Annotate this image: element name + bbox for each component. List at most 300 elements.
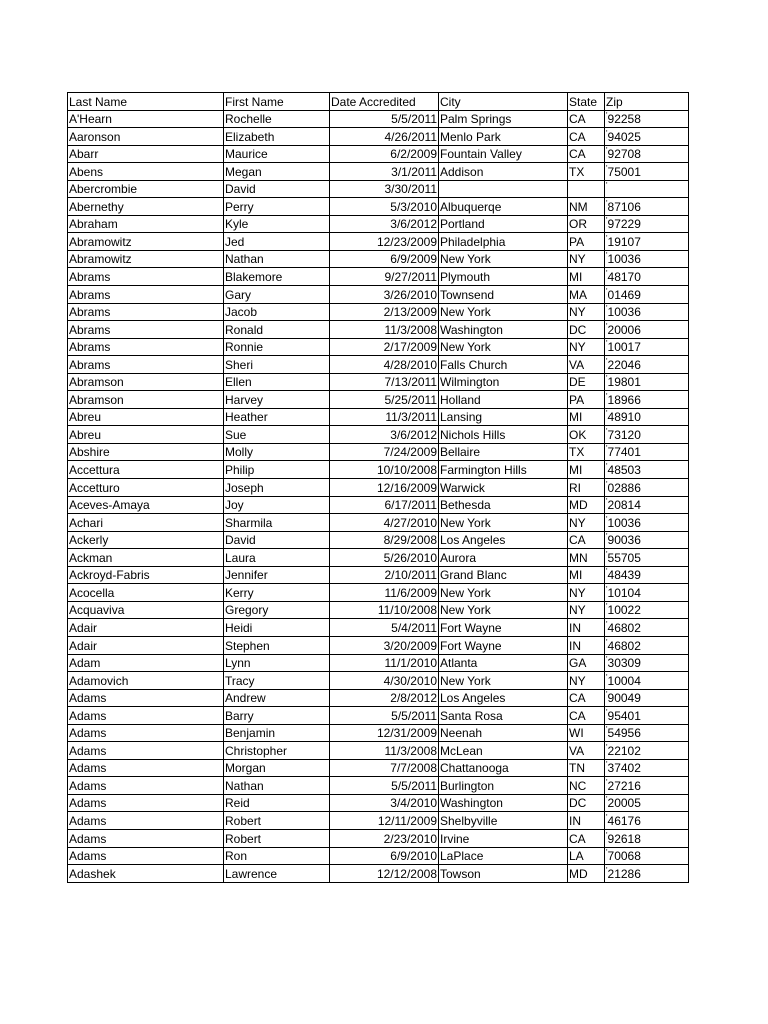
header-city: City bbox=[439, 93, 568, 111]
cell-first-name: Jacob bbox=[224, 303, 330, 321]
cell-first-name: Kyle bbox=[224, 215, 330, 233]
cell-first-name: Andrew bbox=[224, 689, 330, 707]
cell-first-name: Lynn bbox=[224, 654, 330, 672]
cell-last-name: Acquaviva bbox=[68, 601, 224, 619]
cell-date-accredited: 5/3/2010 bbox=[330, 198, 439, 216]
header-zip: Zip bbox=[605, 93, 689, 111]
cell-last-name: Adams bbox=[68, 794, 224, 812]
table-row bbox=[68, 584, 689, 602]
cell-zip bbox=[605, 215, 689, 233]
cell-last-name: Ackroyd-Fabris bbox=[68, 566, 224, 584]
cell-zip bbox=[605, 724, 689, 742]
zip-text-prefix: ' bbox=[606, 163, 608, 173]
cell-date-accredited: 2/8/2012 bbox=[330, 689, 439, 707]
zip-value: 30309 bbox=[607, 656, 641, 671]
cell-zip bbox=[605, 601, 689, 619]
cell-first-name: Philip bbox=[224, 461, 330, 479]
cell-date-accredited: 11/6/2009 bbox=[330, 584, 439, 602]
cell-zip bbox=[605, 145, 689, 163]
cell-first-name: Blakemore bbox=[224, 268, 330, 286]
cell-city: Los Angeles bbox=[439, 531, 568, 549]
cell-city: New York bbox=[439, 601, 568, 619]
zip-value: 54956 bbox=[607, 726, 641, 741]
zip-value: 37402 bbox=[607, 761, 641, 776]
cell-city: Holland bbox=[439, 391, 568, 409]
zip-value: 97229 bbox=[607, 217, 641, 232]
cell-last-name: Abramson bbox=[68, 373, 224, 391]
zip-text-prefix: ' bbox=[606, 269, 608, 279]
zip-text-prefix: ' bbox=[606, 233, 608, 243]
cell-first-name: Heidi bbox=[224, 619, 330, 637]
cell-last-name: Adams bbox=[68, 689, 224, 707]
zip-text-prefix: ' bbox=[606, 497, 608, 507]
cell-city: Washington bbox=[439, 794, 568, 812]
cell-last-name: Abshire bbox=[68, 443, 224, 461]
cell-state: NY bbox=[568, 303, 605, 321]
cell-state: TN bbox=[568, 759, 605, 777]
zip-value: 48503 bbox=[607, 463, 641, 478]
cell-date-accredited: 7/13/2011 bbox=[330, 373, 439, 391]
cell-zip bbox=[605, 338, 689, 356]
cell-state: MA bbox=[568, 286, 605, 304]
cell-last-name: A'Hearn bbox=[68, 110, 224, 128]
zip-value: 10036 bbox=[607, 252, 641, 267]
cell-last-name: Adams bbox=[68, 707, 224, 725]
cell-zip bbox=[605, 233, 689, 251]
cell-first-name: Morgan bbox=[224, 759, 330, 777]
cell-zip bbox=[605, 286, 689, 304]
cell-first-name: Megan bbox=[224, 163, 330, 181]
zip-value: 75001 bbox=[607, 164, 641, 179]
cell-zip bbox=[605, 689, 689, 707]
table-row bbox=[68, 373, 689, 391]
cell-city: Nichols Hills bbox=[439, 426, 568, 444]
zip-text-prefix: ' bbox=[606, 479, 608, 489]
cell-last-name: Abarr bbox=[68, 145, 224, 163]
zip-value: 20006 bbox=[607, 322, 641, 337]
cell-city: Albuquerqe bbox=[439, 198, 568, 216]
table-row bbox=[68, 198, 689, 216]
zip-value: 01469 bbox=[607, 287, 641, 302]
zip-value: 10017 bbox=[607, 340, 641, 355]
zip-value: 22046 bbox=[607, 357, 641, 372]
zip-value: 48170 bbox=[607, 270, 641, 285]
cell-state: PA bbox=[568, 233, 605, 251]
zip-text-prefix: ' bbox=[606, 391, 608, 401]
zip-value: 46176 bbox=[607, 813, 641, 828]
cell-state: DE bbox=[568, 373, 605, 391]
cell-last-name: Ackman bbox=[68, 549, 224, 567]
cell-city: Bellaire bbox=[439, 443, 568, 461]
zip-text-prefix: ' bbox=[606, 356, 608, 366]
table-row bbox=[68, 321, 689, 339]
cell-date-accredited: 5/5/2011 bbox=[330, 110, 439, 128]
cell-state: NY bbox=[568, 250, 605, 268]
cell-zip bbox=[605, 163, 689, 181]
cell-last-name: Abreu bbox=[68, 408, 224, 426]
cell-last-name: Acocella bbox=[68, 584, 224, 602]
zip-text-prefix: ' bbox=[606, 146, 608, 156]
cell-state: CA bbox=[568, 110, 605, 128]
cell-date-accredited: 3/6/2012 bbox=[330, 426, 439, 444]
table-row bbox=[68, 847, 689, 865]
table-row bbox=[68, 777, 689, 795]
cell-last-name: Adam bbox=[68, 654, 224, 672]
cell-first-name: Ronald bbox=[224, 321, 330, 339]
zip-text-prefix: ' bbox=[606, 462, 608, 472]
table-row bbox=[68, 268, 689, 286]
cell-city: Farmington Hills bbox=[439, 461, 568, 479]
cell-zip bbox=[605, 461, 689, 479]
header-row bbox=[68, 93, 689, 111]
cell-date-accredited: 11/3/2011 bbox=[330, 408, 439, 426]
cell-state: GA bbox=[568, 654, 605, 672]
zip-text-prefix: ' bbox=[606, 532, 608, 542]
zip-text-prefix: ' bbox=[606, 655, 608, 665]
table-row bbox=[68, 479, 689, 497]
zip-text-prefix: ' bbox=[606, 584, 608, 594]
cell-date-accredited: 3/6/2012 bbox=[330, 215, 439, 233]
cell-last-name: Abraham bbox=[68, 215, 224, 233]
cell-first-name: Robert bbox=[224, 812, 330, 830]
cell-date-accredited: 7/7/2008 bbox=[330, 759, 439, 777]
cell-zip bbox=[605, 479, 689, 497]
cell-date-accredited: 4/28/2010 bbox=[330, 356, 439, 374]
cell-last-name: Abrams bbox=[68, 356, 224, 374]
zip-text-prefix: ' bbox=[606, 619, 608, 629]
cell-first-name: Jennifer bbox=[224, 566, 330, 584]
zip-value: 10022 bbox=[607, 603, 641, 618]
cell-zip bbox=[605, 794, 689, 812]
cell-date-accredited: 2/13/2009 bbox=[330, 303, 439, 321]
cell-first-name: Sheri bbox=[224, 356, 330, 374]
cell-state: CA bbox=[568, 829, 605, 847]
cell-last-name: Achari bbox=[68, 514, 224, 532]
zip-text-prefix: ' bbox=[606, 777, 608, 787]
cell-zip bbox=[605, 549, 689, 567]
cell-date-accredited: 8/29/2008 bbox=[330, 531, 439, 549]
cell-last-name: Abrams bbox=[68, 268, 224, 286]
zip-value: 21286 bbox=[607, 866, 641, 881]
cell-city: LaPlace bbox=[439, 847, 568, 865]
cell-city bbox=[439, 180, 568, 198]
cell-first-name: Barry bbox=[224, 707, 330, 725]
cell-city: Bethesda bbox=[439, 496, 568, 514]
cell-state: NY bbox=[568, 584, 605, 602]
cell-first-name: Maurice bbox=[224, 145, 330, 163]
table-row bbox=[68, 286, 689, 304]
cell-date-accredited: 3/1/2011 bbox=[330, 163, 439, 181]
cell-last-name: Abernethy bbox=[68, 198, 224, 216]
table-row bbox=[68, 742, 689, 760]
table-row bbox=[68, 233, 689, 251]
zip-value: 87106 bbox=[607, 199, 641, 214]
table-row bbox=[68, 496, 689, 514]
cell-date-accredited: 10/10/2008 bbox=[330, 461, 439, 479]
cell-last-name: Adams bbox=[68, 847, 224, 865]
cell-city: New York bbox=[439, 514, 568, 532]
cell-date-accredited: 11/1/2010 bbox=[330, 654, 439, 672]
zip-text-prefix: ' bbox=[606, 602, 608, 612]
cell-first-name: Lawrence bbox=[224, 865, 330, 883]
zip-text-prefix: ' bbox=[606, 865, 608, 875]
table-row bbox=[68, 110, 689, 128]
cell-zip bbox=[605, 619, 689, 637]
cell-zip bbox=[605, 303, 689, 321]
zip-value: 73120 bbox=[607, 427, 641, 442]
cell-state: CA bbox=[568, 689, 605, 707]
cell-last-name: Adams bbox=[68, 759, 224, 777]
zip-text-prefix: ' bbox=[606, 514, 608, 524]
zip-value: 10036 bbox=[607, 305, 641, 320]
cell-zip bbox=[605, 654, 689, 672]
cell-state: CA bbox=[568, 531, 605, 549]
zip-text-prefix: ' bbox=[606, 409, 608, 419]
cell-date-accredited: 5/26/2010 bbox=[330, 549, 439, 567]
cell-date-accredited: 12/11/2009 bbox=[330, 812, 439, 830]
cell-city: Wilmington bbox=[439, 373, 568, 391]
zip-text-prefix: ' bbox=[606, 567, 608, 577]
cell-first-name: Ronnie bbox=[224, 338, 330, 356]
zip-text-prefix: ' bbox=[606, 848, 608, 858]
cell-first-name: Sharmila bbox=[224, 514, 330, 532]
cell-state: TX bbox=[568, 163, 605, 181]
cell-last-name: Adams bbox=[68, 829, 224, 847]
cell-date-accredited: 4/27/2010 bbox=[330, 514, 439, 532]
cell-first-name: Gregory bbox=[224, 601, 330, 619]
cell-city: Palm Springs bbox=[439, 110, 568, 128]
table-row bbox=[68, 829, 689, 847]
cell-first-name: Elizabeth bbox=[224, 128, 330, 146]
zip-text-prefix: ' bbox=[606, 128, 608, 138]
cell-date-accredited: 9/27/2011 bbox=[330, 268, 439, 286]
table-row bbox=[68, 391, 689, 409]
cell-date-accredited: 5/5/2011 bbox=[330, 707, 439, 725]
cell-city: Fort Wayne bbox=[439, 619, 568, 637]
table-row bbox=[68, 303, 689, 321]
cell-city: Philadelphia bbox=[439, 233, 568, 251]
zip-value: 10036 bbox=[607, 515, 641, 530]
table-row bbox=[68, 654, 689, 672]
cell-date-accredited: 11/3/2008 bbox=[330, 742, 439, 760]
table-row bbox=[68, 759, 689, 777]
cell-state: MI bbox=[568, 566, 605, 584]
table-row bbox=[68, 672, 689, 690]
cell-state: NC bbox=[568, 777, 605, 795]
cell-last-name: Abrams bbox=[68, 286, 224, 304]
cell-zip bbox=[605, 268, 689, 286]
cell-first-name: Harvey bbox=[224, 391, 330, 409]
cell-city: Los Angeles bbox=[439, 689, 568, 707]
cell-date-accredited: 5/25/2011 bbox=[330, 391, 439, 409]
cell-date-accredited: 2/10/2011 bbox=[330, 566, 439, 584]
table-row bbox=[68, 531, 689, 549]
zip-value: 70068 bbox=[607, 849, 641, 864]
cell-last-name: Abrams bbox=[68, 303, 224, 321]
table-row bbox=[68, 443, 689, 461]
cell-first-name: Ron bbox=[224, 847, 330, 865]
cell-state: NY bbox=[568, 601, 605, 619]
zip-value: 46802 bbox=[607, 638, 641, 653]
cell-date-accredited: 6/17/2011 bbox=[330, 496, 439, 514]
zip-text-prefix: ' bbox=[606, 795, 608, 805]
zip-value: 92708 bbox=[607, 147, 641, 162]
cell-city: Addison bbox=[439, 163, 568, 181]
cell-zip bbox=[605, 584, 689, 602]
cell-city: Aurora bbox=[439, 549, 568, 567]
zip-value: 95401 bbox=[607, 708, 641, 723]
table-row bbox=[68, 636, 689, 654]
zip-text-prefix: ' bbox=[606, 637, 608, 647]
zip-text-prefix: ' bbox=[606, 181, 608, 191]
cell-state: VA bbox=[568, 742, 605, 760]
cell-first-name: Laura bbox=[224, 549, 330, 567]
table-row bbox=[68, 794, 689, 812]
cell-zip bbox=[605, 198, 689, 216]
cell-city: New York bbox=[439, 303, 568, 321]
zip-text-prefix: ' bbox=[606, 742, 608, 752]
cell-state: NY bbox=[568, 672, 605, 690]
cell-date-accredited: 5/5/2011 bbox=[330, 777, 439, 795]
cell-state: MI bbox=[568, 268, 605, 286]
table-row bbox=[68, 865, 689, 883]
cell-date-accredited: 3/4/2010 bbox=[330, 794, 439, 812]
zip-text-prefix: ' bbox=[606, 286, 608, 296]
header-state: State bbox=[568, 93, 605, 111]
cell-state: CA bbox=[568, 707, 605, 725]
zip-value: 19107 bbox=[607, 234, 641, 249]
cell-last-name: Ackerly bbox=[68, 531, 224, 549]
cell-zip bbox=[605, 426, 689, 444]
cell-state: MI bbox=[568, 408, 605, 426]
cell-city: McLean bbox=[439, 742, 568, 760]
cell-first-name: Reid bbox=[224, 794, 330, 812]
cell-first-name: Robert bbox=[224, 829, 330, 847]
cell-city: New York bbox=[439, 250, 568, 268]
table-row bbox=[68, 356, 689, 374]
table-row bbox=[68, 724, 689, 742]
header-last-name: Last Name bbox=[68, 93, 224, 111]
cell-state: DC bbox=[568, 794, 605, 812]
zip-text-prefix: ' bbox=[606, 339, 608, 349]
zip-value: 18966 bbox=[607, 392, 641, 407]
cell-first-name: David bbox=[224, 531, 330, 549]
table-row bbox=[68, 180, 689, 198]
cell-last-name: Abens bbox=[68, 163, 224, 181]
zip-value: 27216 bbox=[607, 778, 641, 793]
cell-first-name: Sue bbox=[224, 426, 330, 444]
zip-value: 48910 bbox=[607, 410, 641, 425]
cell-date-accredited: 6/2/2009 bbox=[330, 145, 439, 163]
cell-last-name: Adair bbox=[68, 619, 224, 637]
zip-text-prefix: ' bbox=[606, 321, 608, 331]
cell-state: CA bbox=[568, 145, 605, 163]
cell-last-name: Adams bbox=[68, 742, 224, 760]
zip-text-prefix: ' bbox=[606, 426, 608, 436]
cell-state: NY bbox=[568, 514, 605, 532]
cell-date-accredited: 2/23/2010 bbox=[330, 829, 439, 847]
cell-city: New York bbox=[439, 672, 568, 690]
cell-state: RI bbox=[568, 479, 605, 497]
cell-state: MI bbox=[568, 461, 605, 479]
zip-value: 77401 bbox=[607, 445, 641, 460]
zip-value: 22102 bbox=[607, 743, 641, 758]
cell-zip bbox=[605, 250, 689, 268]
zip-text-prefix: ' bbox=[606, 760, 608, 770]
cell-state: OR bbox=[568, 215, 605, 233]
cell-first-name: Ellen bbox=[224, 373, 330, 391]
cell-last-name: Aaronson bbox=[68, 128, 224, 146]
cell-last-name: Abercrombie bbox=[68, 180, 224, 198]
cell-state: NM bbox=[568, 198, 605, 216]
cell-zip bbox=[605, 759, 689, 777]
cell-zip bbox=[605, 110, 689, 128]
cell-last-name: Adams bbox=[68, 724, 224, 742]
cell-date-accredited: 12/16/2009 bbox=[330, 479, 439, 497]
zip-text-prefix: ' bbox=[606, 812, 608, 822]
cell-date-accredited: 4/26/2011 bbox=[330, 128, 439, 146]
cell-first-name: Perry bbox=[224, 198, 330, 216]
zip-value: 90036 bbox=[607, 533, 641, 548]
zip-text-prefix: ' bbox=[606, 444, 608, 454]
cell-zip bbox=[605, 672, 689, 690]
cell-last-name: Adashek bbox=[68, 865, 224, 883]
cell-state: LA bbox=[568, 847, 605, 865]
zip-value: 02886 bbox=[607, 480, 641, 495]
zip-text-prefix: ' bbox=[606, 198, 608, 208]
cell-state: WI bbox=[568, 724, 605, 742]
cell-zip bbox=[605, 829, 689, 847]
cell-first-name: Rochelle bbox=[224, 110, 330, 128]
cell-state: CA bbox=[568, 128, 605, 146]
zip-value: 48439 bbox=[607, 568, 641, 583]
cell-state: DC bbox=[568, 321, 605, 339]
cell-date-accredited: 11/10/2008 bbox=[330, 601, 439, 619]
cell-state: PA bbox=[568, 391, 605, 409]
cell-state bbox=[568, 180, 605, 198]
zip-text-prefix: ' bbox=[606, 725, 608, 735]
zip-text-prefix: ' bbox=[606, 690, 608, 700]
zip-value: 55705 bbox=[607, 550, 641, 565]
zip-text-prefix: ' bbox=[606, 304, 608, 314]
cell-zip bbox=[605, 812, 689, 830]
cell-date-accredited: 4/30/2010 bbox=[330, 672, 439, 690]
cell-city: Washington bbox=[439, 321, 568, 339]
cell-date-accredited: 2/17/2009 bbox=[330, 338, 439, 356]
cell-city: Warwick bbox=[439, 479, 568, 497]
table-row bbox=[68, 163, 689, 181]
cell-first-name: Stephen bbox=[224, 636, 330, 654]
table-row bbox=[68, 250, 689, 268]
cell-state: TX bbox=[568, 443, 605, 461]
cell-state: IN bbox=[568, 619, 605, 637]
table-row bbox=[68, 601, 689, 619]
zip-text-prefix: ' bbox=[606, 374, 608, 384]
cell-zip bbox=[605, 514, 689, 532]
zip-text-prefix: ' bbox=[606, 672, 608, 682]
cell-city: Fort Wayne bbox=[439, 636, 568, 654]
table-row bbox=[68, 338, 689, 356]
cell-state: MD bbox=[568, 496, 605, 514]
cell-last-name: Abreu bbox=[68, 426, 224, 444]
cell-zip bbox=[605, 391, 689, 409]
table-row bbox=[68, 566, 689, 584]
cell-city: Grand Blanc bbox=[439, 566, 568, 584]
table-row bbox=[68, 408, 689, 426]
table-row bbox=[68, 514, 689, 532]
cell-date-accredited: 6/9/2010 bbox=[330, 847, 439, 865]
zip-value: 20005 bbox=[607, 796, 641, 811]
